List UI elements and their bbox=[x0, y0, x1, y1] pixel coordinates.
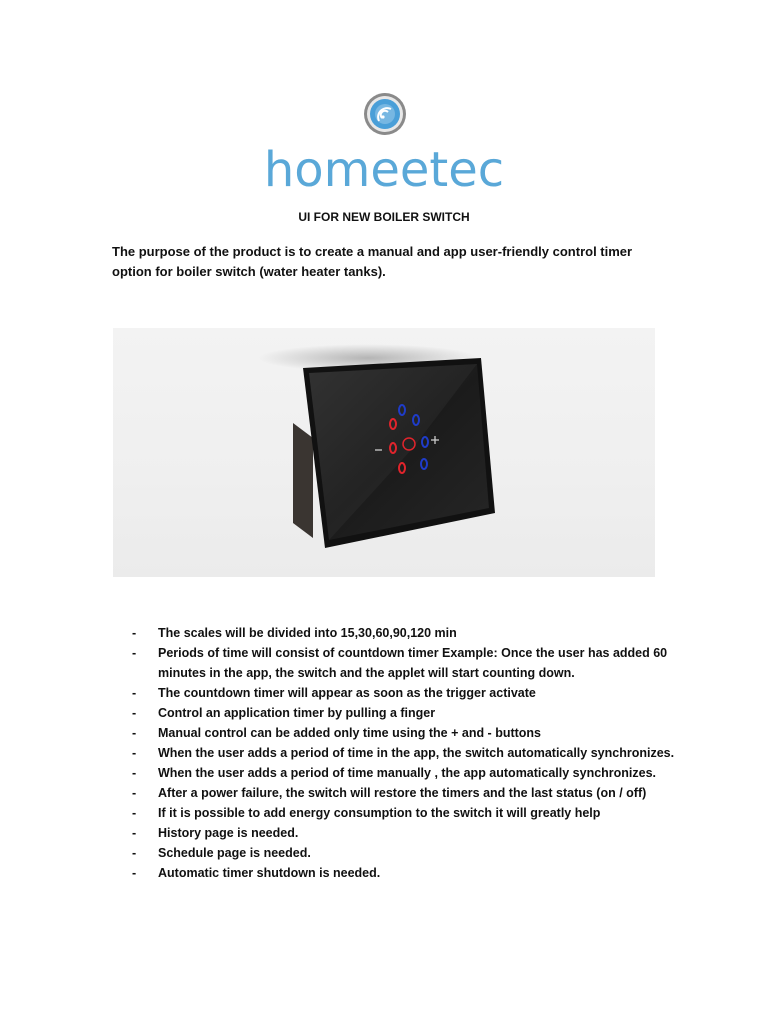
list-item: - The countdown timer will appear as soon as the trigger activate bbox=[132, 686, 536, 700]
list-item: - If it is possible to add energy consumption to the switch it will greatly help bbox=[132, 806, 601, 820]
purpose-paragraph: The purpose of the product is to create a manual and app user-friendly control timer option for boiler switch (water heater tanks). bbox=[112, 244, 633, 279]
list-item: - Periods of time will consist of countdown timer Example: Once the user has added 60 minutes in the app, the switch and the applet will start counting down. bbox=[132, 646, 668, 680]
list-item: - History page is needed. bbox=[132, 826, 299, 840]
list-item: - After a power failure, the switch will restore the timers and the last status (on / off) bbox=[132, 786, 647, 800]
boiler-switch-photo bbox=[113, 328, 655, 577]
list-item: - When the user adds a period of time in the app, the switch automatically synchronizes. bbox=[132, 746, 675, 760]
list-item: - Automatic timer shutdown is needed. bbox=[132, 866, 381, 880]
requirements-list bbox=[132, 623, 692, 883]
boiler-switch-illustration bbox=[113, 328, 655, 577]
list-item: - Schedule page is needed. bbox=[132, 846, 311, 860]
homeetec-logo-icon bbox=[363, 92, 407, 136]
list-item: - Manual control can be added only time using the + and - buttons bbox=[132, 726, 542, 740]
list-item: - Control an application timer by pulling a finger bbox=[132, 706, 436, 720]
list-item: - When the user adds a period of time manually , the app automatically synchronizes. bbox=[132, 766, 657, 780]
list-item: - The scales will be divided into 15,30,60,90,120 min bbox=[132, 626, 457, 640]
document-title: UI FOR NEW BOILER SWITCH bbox=[298, 210, 470, 224]
brand-wordmark: homeetec bbox=[263, 142, 505, 198]
